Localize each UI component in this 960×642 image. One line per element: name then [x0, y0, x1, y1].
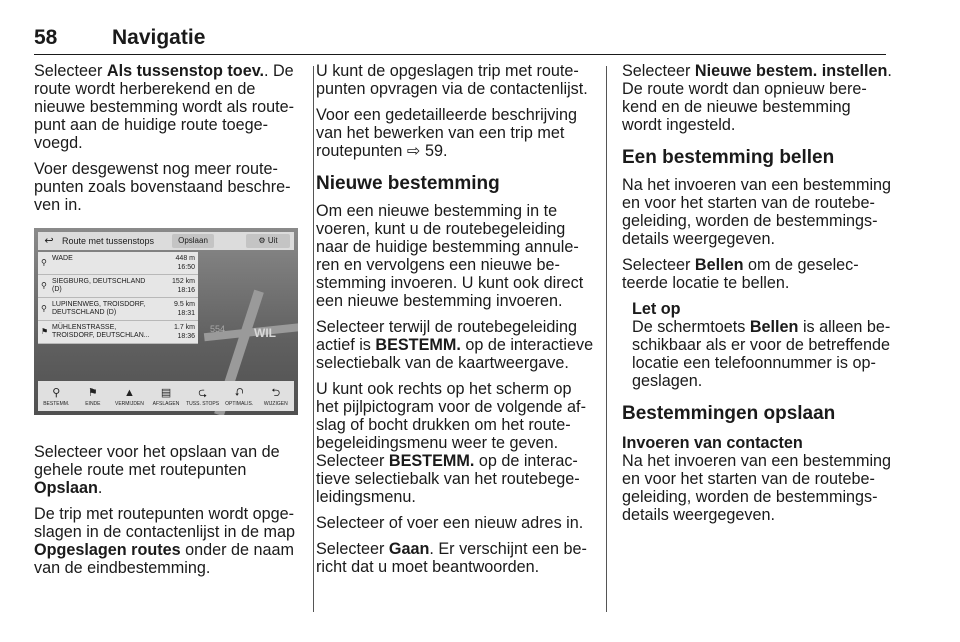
paragraph: Selecteer Nieuwe bestem. instellen. De route wordt dan opnieuw berekend en de nieuwe bestemming wordt ingesteld.	[622, 62, 892, 134]
bar-item-optimize[interactable]: ⮏ OPTIMALIS.	[221, 381, 258, 411]
bar-item-avoid[interactable]: ▲ VERMIJDEN	[111, 381, 148, 411]
bar-item-edit[interactable]: ⮌ WIJZIGEN	[257, 381, 294, 411]
back-arrow-icon[interactable]: ↩	[44, 235, 54, 247]
section-heading: Nieuwe bestemming	[316, 173, 500, 194]
column-divider	[313, 66, 314, 612]
bar-item-turns[interactable]: ▤ AFSLAGEN	[148, 381, 185, 411]
list-item[interactable]: ⚑ MÜHLENSTRASSE, TROISDORF, DEUTSCHLAN... 1.7 km 18:36	[38, 321, 198, 344]
save-button[interactable]: Opslaan	[172, 234, 214, 248]
page-header	[34, 18, 886, 55]
map-label: 554	[210, 324, 226, 334]
list-item[interactable]: ⚲ WADE 448 m 16:50	[38, 252, 198, 275]
paragraph: Na het invoeren van een bestemming en voor het starten van de routebegeleiding, worden de bestemmingsdetails weergegeven.	[622, 452, 892, 524]
pin-icon: ⚲	[41, 304, 47, 313]
bar-item-waypoints[interactable]: ⮎ TUSS. STOPS	[184, 381, 221, 411]
paragraph: Om een nieuwe bestemming in te voeren, kunt u de routebegeleiding naar de huidige bestemming annuleren en vervolgens een nieuwe bestemming invoeren. U kunt ook direct een nieuwe bestemming invoeren.	[316, 202, 584, 310]
map-label: WIL	[254, 326, 276, 340]
optimize-icon: ⮏	[234, 387, 244, 399]
page-number: 58	[34, 26, 58, 49]
note-title: Let op	[632, 300, 681, 318]
column-1	[34, 62, 300, 585]
figure-titlebar	[38, 232, 294, 250]
bar-item-end[interactable]: ⚑ EINDE	[75, 381, 112, 411]
paragraph: U kunt ook rechts op het scherm op het pijlpictogram voor de volgende afslag of bocht drukken om het routebegeleidingsmenu weer te geven. Selecteer BESTEMM. op de interactieve selectiebalk van het routebegeleidingsmenu.	[316, 380, 586, 506]
list-item[interactable]: ⚲ LUPINENWEG, TROISDORF, DEUTSCHLAND (D) 9.5 km 18:31	[38, 298, 198, 321]
section-heading: Bestemmingen opslaan	[622, 403, 836, 424]
page-reference[interactable]: ⇨ 59.	[406, 142, 448, 160]
column-2	[316, 62, 596, 584]
pin-icon: ⚲	[41, 258, 47, 267]
paragraph: U kunt de opgeslagen trip met routepunten opvragen via de contactenlijst.	[316, 62, 588, 98]
selection-bar	[38, 381, 294, 411]
paragraph: Selecteer Bellen om de geselecteerde locatie te bellen.	[622, 256, 859, 292]
note-text: De schermtoets Bellen is alleen beschikbaar als er voor de betreffende locatie een telefoonnummer is opgeslagen.	[632, 318, 891, 390]
subsection-heading: Invoeren van contacten	[622, 434, 803, 452]
column-divider	[606, 66, 607, 612]
waypoint-list	[38, 252, 198, 344]
list-item[interactable]: ⚲ SIEGBURG, DEUTSCHLAND (D) 152 km 18:16	[38, 275, 198, 298]
turn-list-icon: ▤	[160, 387, 172, 399]
screenshot-figure	[34, 228, 298, 415]
note-box	[622, 300, 892, 390]
column-3	[622, 62, 892, 532]
flag-icon: ⚑	[41, 327, 49, 336]
search-pin-icon: ⚲	[52, 387, 61, 399]
paragraph: Voer desgewenst nog meer routepunten zoals bovenstaand beschreven in.	[34, 160, 291, 214]
paragraph: Selecteer terwijl de routebegeleiding actief is BESTEMM. op de interactieve selectiebalk van de kaartweergave.	[316, 318, 594, 372]
waypoints-icon: ⮎	[198, 387, 207, 399]
page-title: Navigatie	[112, 26, 206, 49]
paragraph: Selecteer Gaan. Er verschijnt een bericht dat u moet beantwoorden.	[316, 540, 587, 576]
pin-icon: ⚲	[41, 281, 47, 290]
flag-icon: ⚑	[87, 387, 98, 399]
paragraph: Voor een gedetailleerde beschrijving van het bewerken van een trip met routepunten ⇨ 59.	[316, 106, 577, 160]
paragraph: Selecteer of voer een nieuw adres in.	[316, 514, 584, 532]
exit-button[interactable]: ⚙ Uit	[246, 234, 290, 248]
paragraph: Na het invoeren van een bestemming en voor het starten van de routebegeleiding, worden de bestemmingsdetails weergegeven.	[622, 176, 892, 248]
paragraph: Selecteer voor het opslaan van de gehele route met routepunten Opslaan.	[34, 443, 280, 497]
paragraph: De trip met routepunten wordt opgeslagen in de contactenlijst in de map Opgeslagen routes onder de naam van de eindbestemming.	[34, 505, 295, 577]
bar-item-destination[interactable]: ⚲ BESTEMM.	[38, 381, 75, 411]
warning-icon: ▲	[124, 387, 135, 399]
paragraph: Selecteer Als tussenstop toev.. De route wordt herberekend en de nieuwe bestemming wordt als routepunt aan de huidige route toegevoegd.	[34, 62, 295, 152]
figure-title: Route met tussenstops	[62, 236, 155, 246]
edit-route-icon: ⮌	[271, 387, 281, 399]
section-heading: Een bestemming bellen	[622, 147, 835, 168]
